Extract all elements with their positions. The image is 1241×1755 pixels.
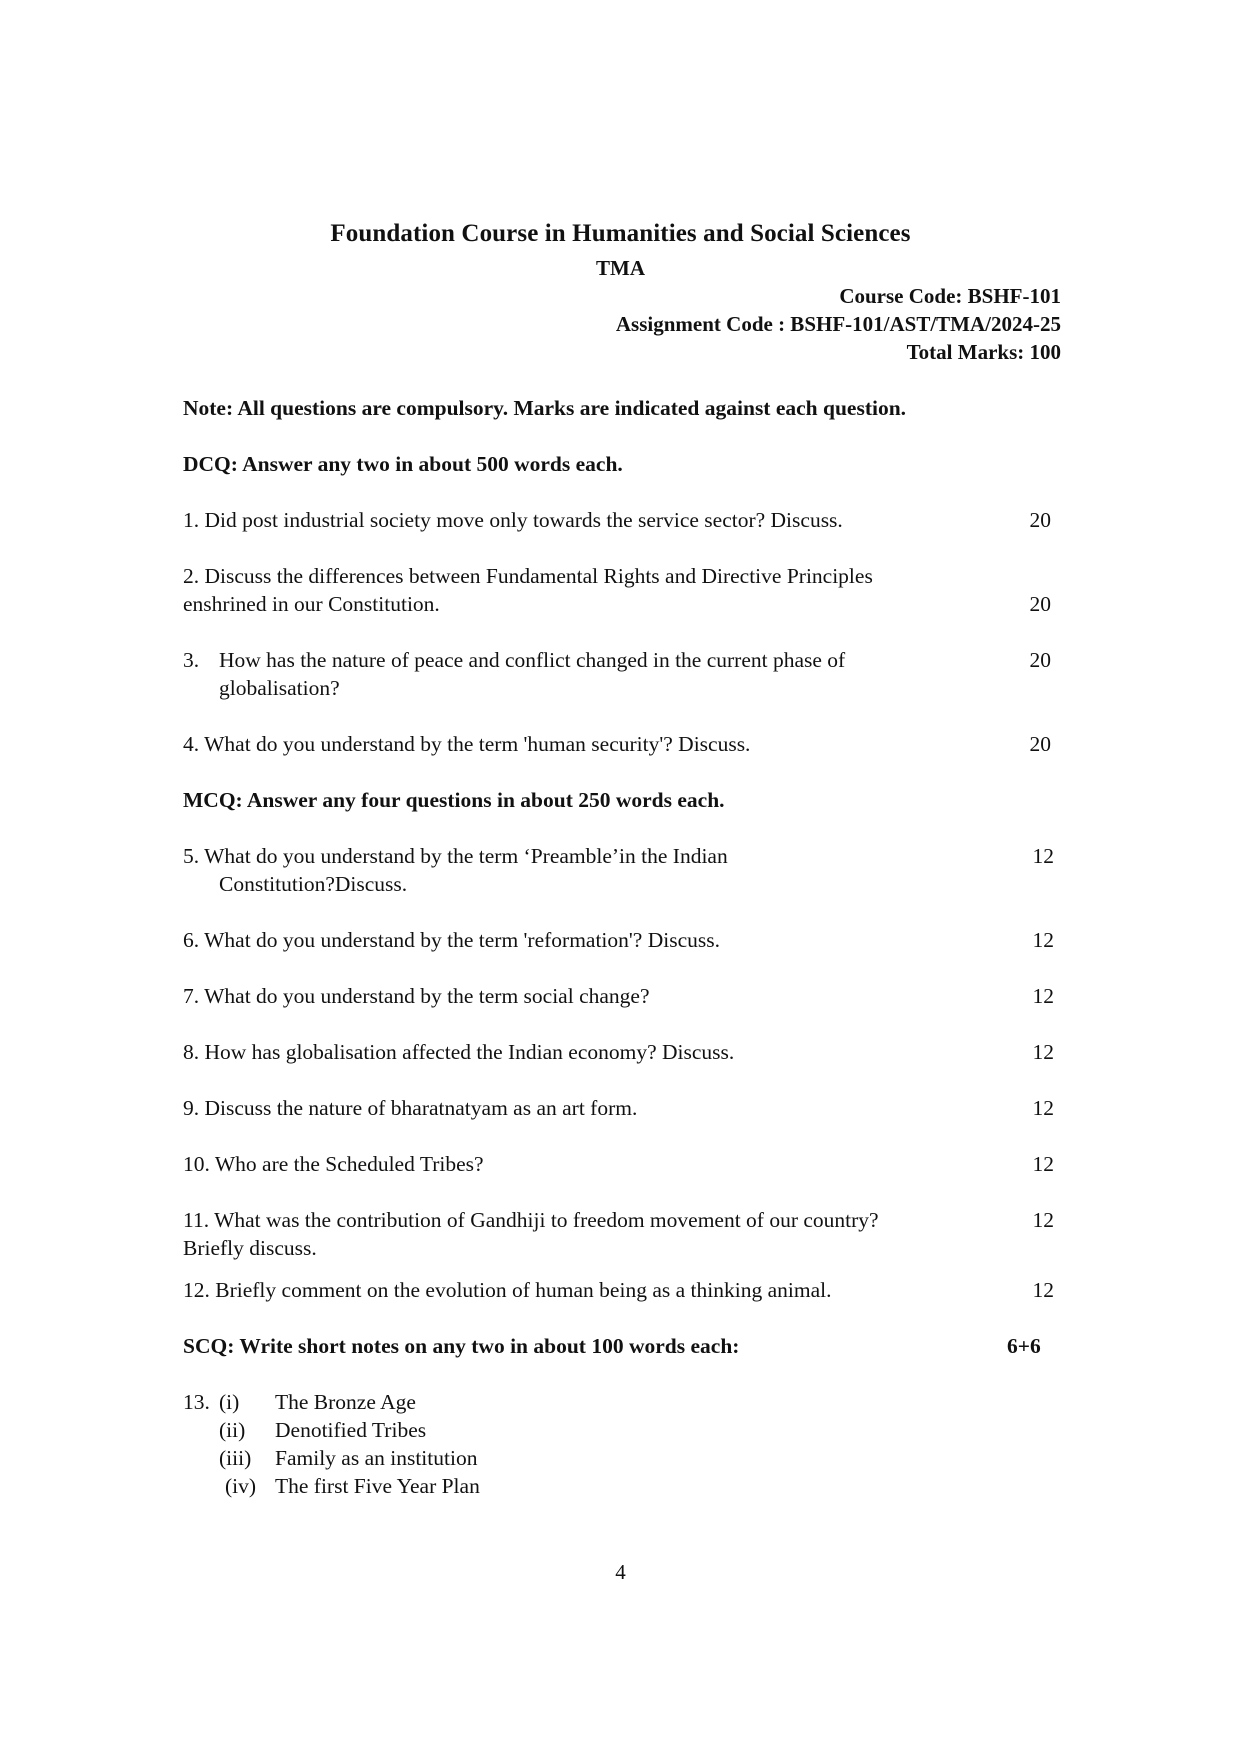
- subitem-text: The first Five Year Plan: [275, 1474, 480, 1498]
- question-10-marks: 12: [1032, 1152, 1054, 1176]
- question-11-line1: 11. What was the contribution of Gandhiji to freedom movement of our country?: [183, 1208, 879, 1232]
- course-code: Course Code: BSHF-101: [839, 284, 1061, 308]
- question-2-line2: enshrined in our Constitution.: [183, 592, 440, 616]
- subitem-text: Family as an institution: [275, 1446, 478, 1470]
- mcq-heading: MCQ: Answer any four questions in about 250 words each.: [183, 788, 725, 812]
- question-3-line1: How has the nature of peace and conflict changed in the current phase of: [219, 648, 846, 672]
- question-5-line1: 5. What do you understand by the term ‘Preamble’in the Indian: [183, 844, 728, 868]
- subitem-roman: (iii): [219, 1446, 252, 1470]
- note-text: Note: All questions are compulsory. Marks are indicated against each question.: [183, 396, 907, 420]
- question-11-marks: 12: [1032, 1208, 1054, 1232]
- question-3-line2: globalisation?: [219, 676, 340, 700]
- document-title: Foundation Course in Humanities and Social Sciences: [330, 220, 911, 247]
- subitem-roman: (iv): [225, 1474, 257, 1498]
- question-8: 8. How has globalisation affected the Indian economy? Discuss.: [183, 1040, 735, 1064]
- question-4: 4. What do you understand by the term 'human security'? Discuss.: [183, 732, 751, 756]
- subitem-roman: (i): [219, 1390, 240, 1414]
- question-2-marks: 20: [1029, 592, 1051, 616]
- document-subtitle: TMA: [596, 256, 645, 280]
- question-2-line1: 2. Discuss the differences between Fundamental Rights and Directive Principles: [183, 564, 873, 588]
- question-7-marks: 12: [1032, 984, 1054, 1008]
- question-6-marks: 12: [1032, 928, 1054, 952]
- question-1-marks: 20: [1029, 508, 1051, 532]
- question-9-marks: 12: [1032, 1096, 1054, 1120]
- question-3-number: 3.: [183, 648, 200, 672]
- question-12: 12. Briefly comment on the evolution of human being as a thinking animal.: [183, 1278, 832, 1302]
- question-7: 7. What do you understand by the term social change?: [183, 984, 650, 1008]
- dcq-heading: DCQ: Answer any two in about 500 words each.: [183, 452, 623, 476]
- question-9: 9. Discuss the nature of bharatnatyam as an art form.: [183, 1096, 638, 1120]
- assignment-code: Assignment Code : BSHF-101/AST/TMA/2024-25: [615, 312, 1061, 336]
- question-10: 10. Who are the Scheduled Tribes?: [183, 1152, 484, 1176]
- subitem-roman: (ii): [219, 1418, 246, 1442]
- question-6: 6. What do you understand by the term 'reformation'? Discuss.: [183, 928, 720, 952]
- subitem-text: Denotified Tribes: [275, 1418, 427, 1442]
- question-4-marks: 20: [1029, 732, 1051, 756]
- question-13-number: 13.: [183, 1390, 210, 1414]
- scq-marks: 6+6: [1007, 1334, 1041, 1358]
- question-5-marks: 12: [1032, 844, 1054, 868]
- total-marks: Total Marks: 100: [906, 340, 1061, 364]
- subitem-text: The Bronze Age: [275, 1390, 416, 1414]
- question-11-line2: Briefly discuss.: [183, 1236, 317, 1260]
- question-3-marks: 20: [1029, 648, 1051, 672]
- question-1: 1. Did post industrial society move only towards the service sector? Discuss.: [183, 508, 843, 532]
- question-12-marks: 12: [1032, 1278, 1054, 1302]
- question-5-line2: Constitution?Discuss.: [219, 872, 408, 896]
- page-number: 4: [615, 1560, 626, 1584]
- scq-heading: SCQ: Write short notes on any two in about 100 words each:: [183, 1334, 740, 1358]
- question-8-marks: 12: [1032, 1040, 1054, 1064]
